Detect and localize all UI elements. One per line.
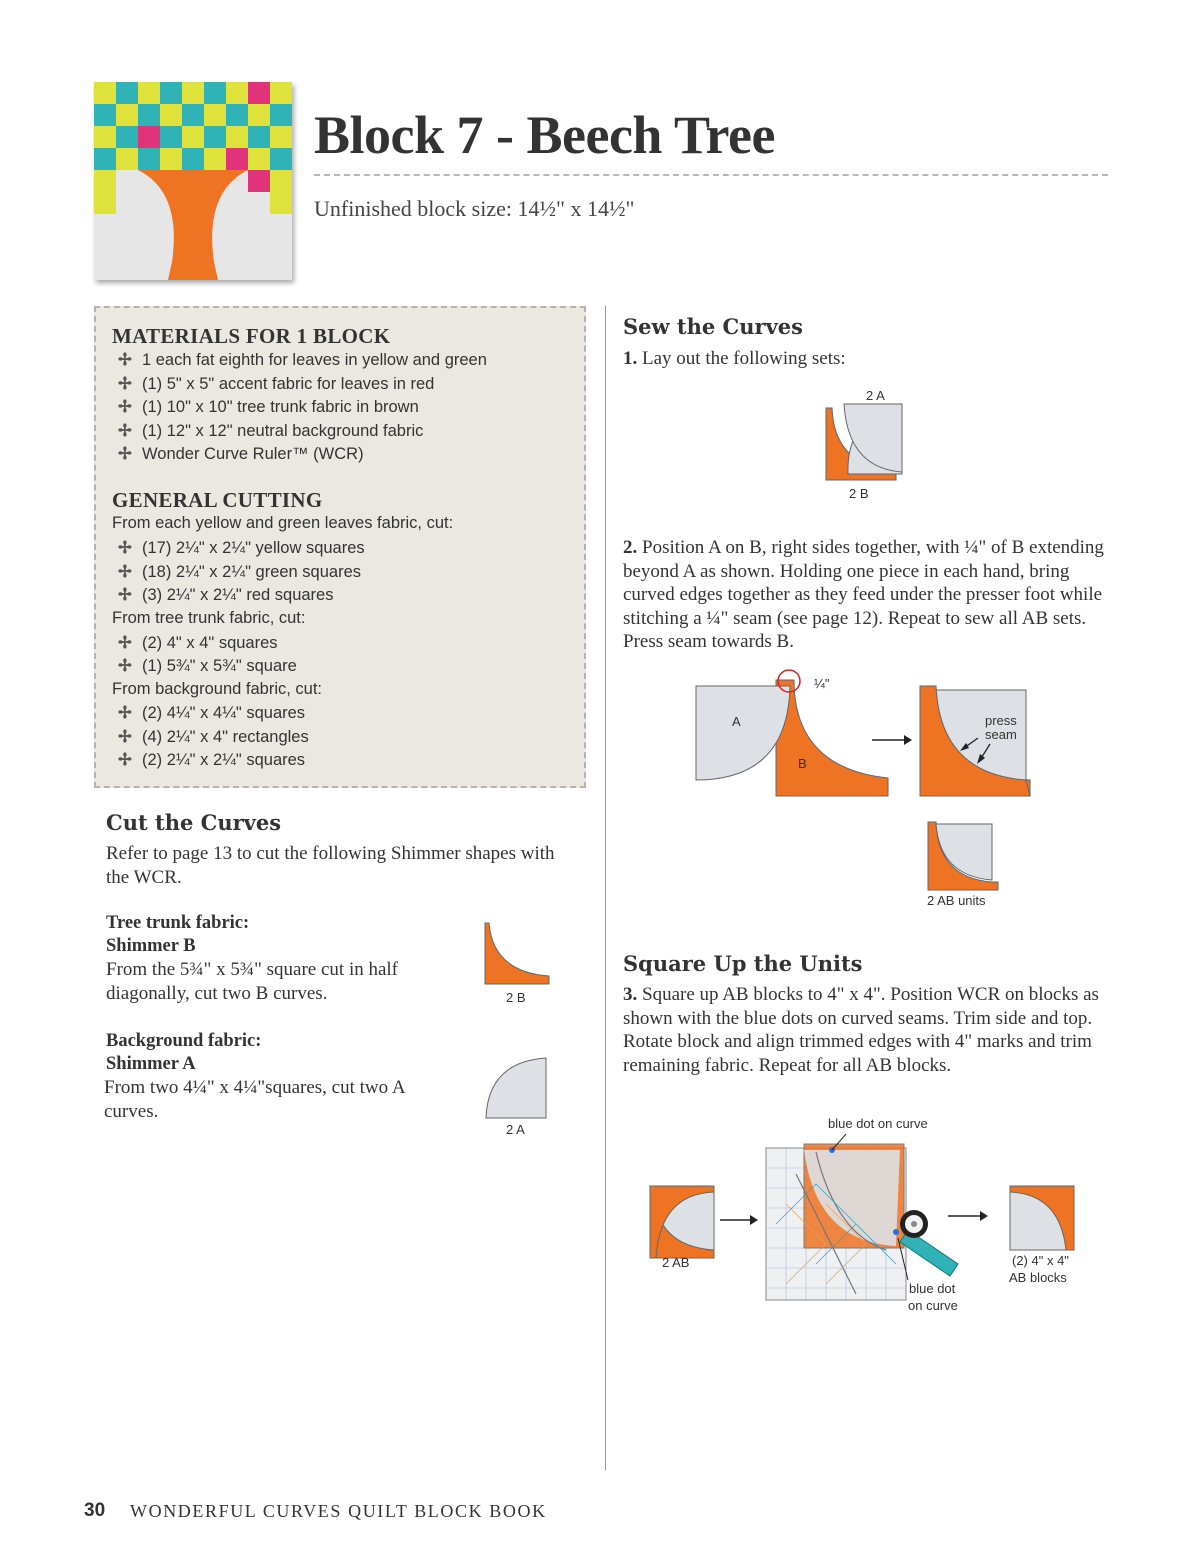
shimmer-a-diagram	[484, 1056, 550, 1120]
leaf-square	[94, 104, 116, 126]
trunk-fabric-label: Tree trunk fabric:	[106, 913, 250, 933]
leaf-square	[116, 82, 138, 104]
leaf-square	[138, 104, 160, 126]
fig3-blue-dot-bottom-label-2: on curve	[908, 1298, 958, 1313]
leaf-square	[248, 148, 270, 170]
leaf-square	[182, 82, 204, 104]
leaf-square	[182, 148, 204, 170]
cutting-item: ✢ (17) 2¼" x 2¼" yellow squares	[118, 539, 365, 557]
trunk-cut-text: From the 5¾" x 5¾" square cut in half diagonally, cut two B curves.	[106, 959, 399, 1004]
background-shape-label: Shimmer A	[106, 1054, 196, 1074]
cutting-item: ✢ (4) 2¼" x 4" rectangles	[118, 727, 309, 746]
title-divider	[314, 174, 1108, 176]
leaf-square	[160, 82, 182, 104]
square-up-heading: Square Up the Units	[623, 951, 863, 976]
materials-heading: MATERIALS FOR 1 BLOCK	[112, 324, 391, 348]
cutting-item: ✢ (3) 2¼" x 2¼" red squares	[118, 586, 334, 604]
leaf-square	[116, 104, 138, 126]
leaf-square	[226, 126, 248, 148]
book-title: WONDERFUL CURVES QUILT BLOCK BOOK	[130, 1501, 547, 1521]
fig1-label-b: 2 B	[849, 486, 869, 501]
beech-tree-block-image	[94, 82, 292, 280]
leaf-square	[116, 126, 138, 148]
cutting-item: ✢ (1) 5¾" x 5¾" square	[118, 657, 297, 675]
sew-curves-heading: Sew the Curves	[623, 314, 803, 339]
fig2-a-label: A	[732, 714, 741, 729]
leaf-square	[226, 148, 248, 170]
step-1-text: 1. Lay out the following sets:	[623, 348, 846, 369]
materials-item: ✢ (1) 12" x 12" neutral background fabric	[118, 421, 424, 440]
leaf-square	[270, 82, 292, 104]
leaf-square	[204, 82, 226, 104]
materials-item: ✢ (1) 10" x 10" tree trunk fabric in brown	[118, 398, 419, 416]
fig3-2ab-label: 2 AB	[662, 1255, 690, 1270]
fig3-result-label-1: (2) 4" x 4"	[1012, 1253, 1069, 1268]
cutting-heading: GENERAL CUTTING	[112, 488, 323, 512]
background-intro: From background fabric, cut:	[112, 679, 323, 698]
cutting-item: ✢ (2) 4¼" x 4¼" squares	[118, 704, 306, 722]
shimmer-a-label: 2 A	[506, 1122, 525, 1137]
leaf-square	[226, 82, 248, 104]
column-divider	[605, 306, 606, 1470]
leaf-square	[160, 148, 182, 170]
leaf-square	[138, 148, 160, 170]
leaf-square	[94, 126, 116, 148]
page-number: 30	[84, 1500, 106, 1521]
fig2-units-label: 2 AB units	[927, 893, 986, 908]
fig2-b-label: B	[798, 756, 807, 771]
shimmer-b-label: 2 B	[506, 990, 526, 1005]
materials-item: ✢ (1) 5" x 5" accent fabric for leaves in red	[118, 374, 435, 393]
materials-box	[94, 306, 586, 788]
fig2-seam-label: seam	[985, 727, 1017, 742]
leaf-square	[248, 82, 270, 104]
background-cut-text: From two 4¼" x 4¼"squares, cut two A curves.	[104, 1077, 405, 1122]
cutting-item: ✢ (2) 4" x 4" squares	[118, 633, 278, 652]
block-size: Unfinished block size: 14½" x 14½"	[314, 196, 635, 221]
trunk-intro: From tree trunk fabric, cut:	[112, 609, 306, 627]
page-title: Block 7 - Beech Tree	[314, 105, 775, 165]
background-fabric-label: Background fabric:	[106, 1031, 262, 1051]
leaf-square	[270, 126, 292, 148]
leaf-square	[138, 126, 160, 148]
leaf-square	[94, 148, 116, 170]
fig3-result-label-2: AB blocks	[1009, 1270, 1067, 1285]
cutting-item: ✢ (2) 2¼" x 2¼" squares	[118, 751, 306, 769]
fig3-blue-dot-bottom-label-1: blue dot	[909, 1281, 956, 1296]
step-3-text: 3. Square up AB blocks to 4" x 4". Position WCR on blocks as shown with the blue dots on curved seams. Trim side and top. Rotate block and align trimmed edges with 4" marks and trim remaining fabric. Repeat for all AB blocks.	[623, 984, 1099, 1076]
materials-item: ✢ 1 each fat eighth for leaves in yellow and green	[118, 351, 487, 369]
fig2-quarter-label: ¼"	[814, 676, 830, 691]
materials-item: ✢ Wonder Curve Ruler™ (WCR)	[118, 445, 364, 463]
cut-curves-heading: Cut the Curves	[106, 810, 282, 835]
leaf-square	[116, 148, 138, 170]
leaf-square	[160, 104, 182, 126]
cut-curves-intro: Refer to page 13 to cut the following Shimmer shapes with the WCR.	[106, 843, 555, 888]
shimmer-b-diagram	[484, 922, 552, 988]
fig1-layout-diagram	[822, 402, 906, 484]
fig3-blue-dot-top-label: blue dot on curve	[828, 1116, 928, 1131]
cutting-item: ✢ (18) 2¼" x 2¼" green squares	[118, 562, 362, 581]
leaf-square	[94, 82, 116, 104]
leaf-square	[182, 104, 204, 126]
leaf-square	[270, 148, 292, 170]
fig2-press-label: press	[985, 713, 1017, 728]
leaf-square	[138, 82, 160, 104]
leaf-square	[160, 126, 182, 148]
leaf-square	[248, 104, 270, 126]
fig1-label-a: 2 A	[866, 388, 885, 403]
leaf-square	[226, 104, 248, 126]
fig2-ab-unit	[926, 820, 1000, 892]
step-2-text: 2. Position A on B, right sides together, with ¼" of B extending beyond A as shown. Holding one piece in each hand, bring curved edges together as they feed under the presser foot while stitching a ¼" seam (see page 12). Repeat to sew all AB sets. Press seam towards B.	[623, 537, 1104, 652]
leaves-intro: From each yellow and green leaves fabric, cut:	[112, 514, 454, 532]
leaf-square	[248, 126, 270, 148]
leaf-square	[204, 104, 226, 126]
leaf-square	[182, 126, 204, 148]
trunk-shape-label: Shimmer B	[106, 936, 196, 956]
leaf-square	[204, 126, 226, 148]
leaf-square	[204, 148, 226, 170]
leaf-square	[270, 104, 292, 126]
